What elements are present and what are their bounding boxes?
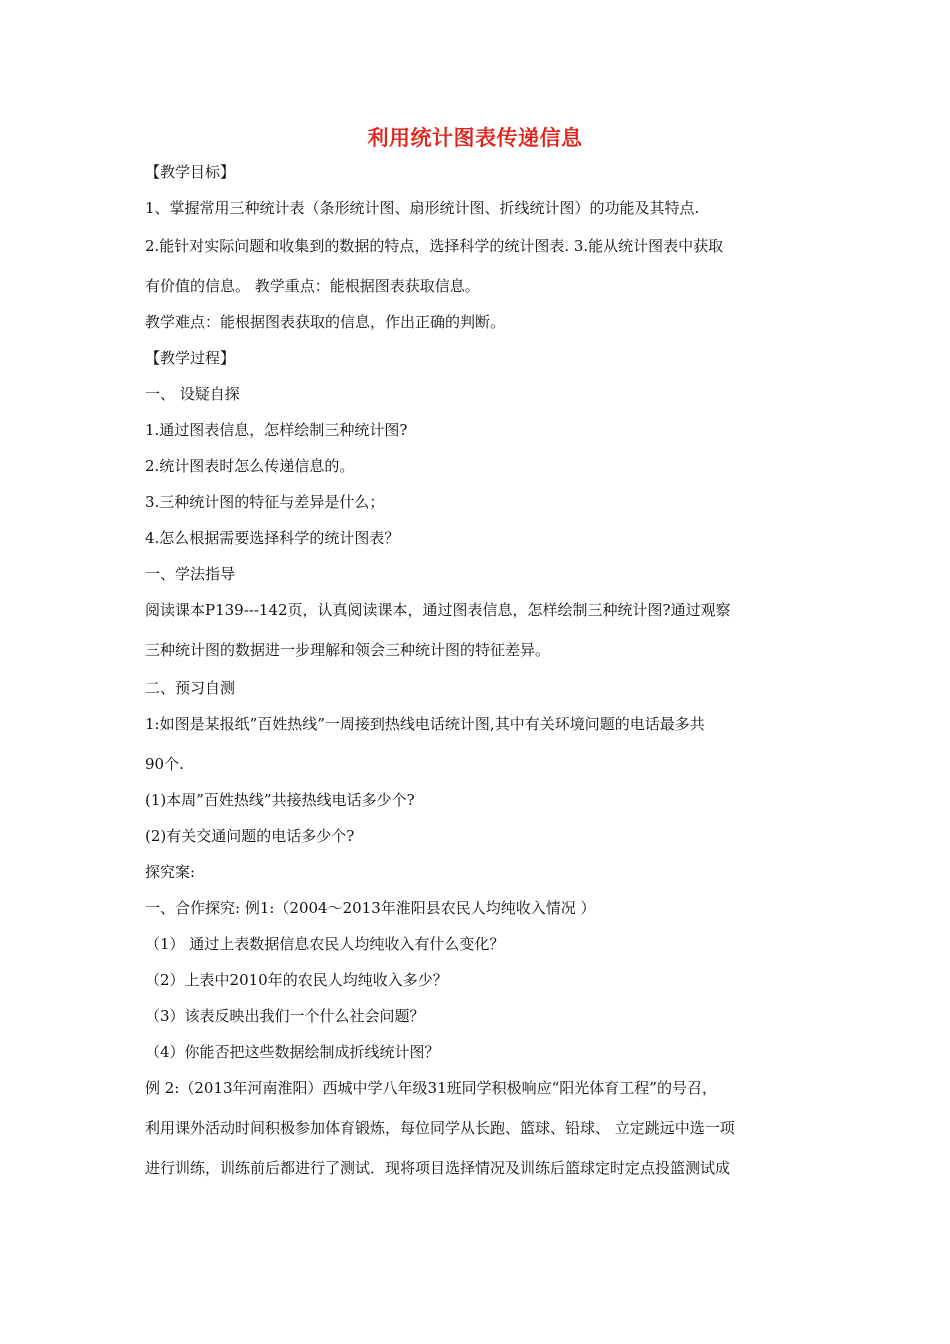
paragraph-line: 4.怎么根据需要选择科学的统计图表？	[145, 529, 400, 547]
paragraph-line: 二、预习自测	[145, 679, 236, 697]
paragraph-line: 进行训练，训练前后都进行了测试．现将项目选择情况及训练后篮球定时定点投篮测试成	[145, 1159, 731, 1177]
paragraph-line: （1） 通过上表数据信息农民人均纯收入有什么变化？	[145, 935, 505, 953]
paragraph-line: 有价值的信息。 教学重点：能根据图表获取信息。	[145, 277, 480, 295]
paragraph-line: （3）该表反映出我们一个什么社会问题？	[145, 1007, 425, 1025]
paragraph-line: 一、合作探究: 例1:（2004～2013年淮阳县农民人均纯收入情况 ）	[145, 899, 596, 917]
paragraph-line: 教学难点：能根据图表获取的信息，作出正确的判断。	[145, 313, 506, 331]
paragraph-line: 2.统计图表时怎么传递信息的。	[145, 457, 355, 475]
paragraph-line: 一、 设疑自探	[145, 385, 240, 403]
paragraph-line: 90个.	[145, 755, 184, 773]
paragraph-line: 1:如图是某报纸”百姓热线”一周接到热线电话统计图,其中有关环境问题的电话最多共	[145, 715, 705, 733]
paragraph-line: (2)有关交通问题的电话多少个?	[145, 827, 355, 845]
paragraph-line: 1、掌握常用三种统计表（条形统计图、扇形统计图、折线统计图）的功能及其特点.	[145, 199, 700, 217]
paragraph-line: (1)本周”百姓热线”共接热线电话多少个?	[145, 791, 415, 809]
paragraph-line: 利用课外活动时间积极参加体育锻炼，每位同学从长跑、篮球、铅球、 立定跳远中选一项	[145, 1119, 735, 1137]
document-title: 利用统计图表传递信息	[367, 126, 583, 150]
paragraph-line: 三种统计图的数据进一步理解和领会三种统计图的特征差异。	[145, 641, 551, 659]
section-heading-objectives: 【教学目标】	[145, 163, 236, 181]
paragraph-line: 一、学法指导	[145, 565, 236, 583]
paragraph-line: 3.三种统计图的特征与差异是什么；	[145, 493, 385, 511]
section-heading-process: 【教学过程】	[145, 349, 236, 367]
paragraph-line: 1.通过图表信息，怎样绘制三种统计图?	[145, 421, 408, 439]
paragraph-line: 探究案:	[145, 863, 196, 881]
paragraph-line: 阅读课本P139---142页，认真阅读课本，通过图表信息，怎样绘制三种统计图?通过观察	[145, 601, 731, 619]
paragraph-line: 例 2:（2013年河南淮阳）西城中学八年级31班同学积极响应“阳光体育工程”的号召，	[145, 1079, 717, 1097]
paragraph-line: 2.能针对实际问题和收集到的数据的特点，选择科学的统计图表. 3.能从统计图表中获取	[145, 237, 724, 255]
paragraph-line: （2）上表中2010年的农民人均纯收入多少？	[145, 971, 448, 989]
paragraph-line: （4）你能否把这些数据绘制成折线统计图？	[145, 1043, 440, 1061]
